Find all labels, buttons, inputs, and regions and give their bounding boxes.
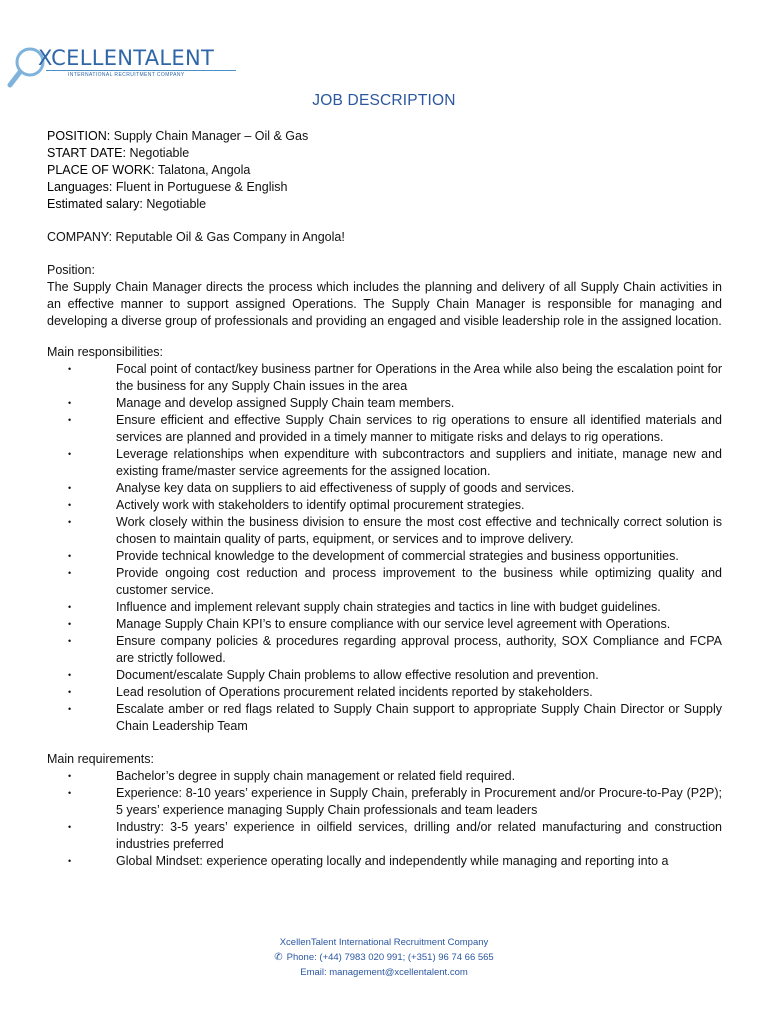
list-item — [47, 497, 722, 514]
list-item — [47, 785, 722, 819]
list-item — [47, 684, 722, 701]
info-row — [47, 196, 722, 213]
info-value: Supply Chain Manager – Oil & Gas — [113, 129, 309, 143]
info-row — [47, 128, 722, 145]
list-item-text: Global Mindset: experience operating locally and independently while managing and reporting into a — [116, 854, 669, 868]
list-item-text: Focal point of contact/key business partner for Operations in the Area while also being the escalation point for the business for any Supply Chain issues in the area — [116, 362, 722, 393]
position-text: The Supply Chain Manager directs the process which includes the planning and delivery of all Supply Chain activities in an effective manner to support assigned Operations. The Supply Chain Manager is responsible for managing and developing a diverse group of professionals and providing an engaged and visible leadership role in the assigned location. — [47, 280, 722, 328]
responsibilities-heading: Main responsibilities: — [47, 345, 164, 359]
list-item-text: Provide technical knowledge to the development of commercial strategies and business opportunities. — [116, 549, 679, 563]
bullet-icon: • — [68, 788, 72, 798]
requirements-heading: Main requirements: — [47, 752, 154, 766]
footer — [0, 935, 768, 980]
phone-icon: ✆ — [274, 952, 283, 963]
requirements-list — [47, 768, 722, 870]
list-item-text: Work closely within the business division to ensure the most cost effective and technically correct solution is chosen to maintain quality of parts, equipment, or services and to improve delivery. — [116, 515, 722, 546]
bullet-icon: • — [68, 364, 72, 374]
list-item-text: Analyse key data on suppliers to aid effectiveness of supply of goods and services. — [116, 481, 575, 495]
list-item-text: Provide ongoing cost reduction and process improvement to the business while optimizing quality and customer service. — [116, 566, 722, 597]
list-item — [47, 616, 722, 633]
list-item — [47, 565, 722, 599]
logo-tagline: INTERNATIONAL RECRUITMENT COMPANY — [68, 72, 185, 78]
info-value: Negotiable — [146, 197, 207, 211]
info-label: POSITION: — [47, 129, 111, 143]
list-item — [47, 446, 722, 480]
footer-company: XcellenTalent International Recruitment Company — [279, 937, 489, 948]
bullet-icon: • — [68, 398, 72, 408]
bullet-icon: • — [68, 687, 72, 697]
bullet-icon: • — [68, 856, 72, 866]
info-row — [47, 162, 722, 179]
list-item-text: Manage Supply Chain KPI’s to ensure compliance with our service level agreement with Operations. — [116, 617, 671, 631]
list-item-text: Influence and implement relevant supply chain strategies and tactics in line with budget guidelines. — [116, 600, 661, 614]
job-info — [47, 128, 722, 213]
list-item — [47, 361, 722, 395]
bullet-icon: • — [68, 670, 72, 680]
info-value: Talatona, Angola — [157, 163, 251, 177]
company-line: COMPANY: Reputable Oil & Gas Company in Angola! — [47, 230, 345, 244]
bullet-icon: • — [68, 500, 72, 510]
list-item-text: Industry: 3-5 years’ experience in oilfield services, drilling and/or related manufacturing and construction industries preferred — [116, 820, 722, 851]
bullet-icon: • — [68, 551, 72, 561]
footer-email: Email: management@xcellentalent.com — [300, 967, 468, 978]
list-item — [47, 480, 722, 497]
footer-phone-line — [0, 950, 768, 965]
logo-underline — [46, 70, 236, 71]
list-item — [47, 701, 722, 735]
list-item — [47, 412, 722, 446]
bullet-icon: • — [68, 704, 72, 714]
bullet-icon: • — [68, 449, 72, 459]
list-item — [47, 514, 722, 548]
list-item-text: Experience: 8-10 years’ experience in Supply Chain, preferably in Procurement and/or Procure-to-Pay (P2P); 5 years’ experience managing Supply Chain professionals and team leaders — [116, 786, 722, 817]
list-item — [47, 548, 722, 565]
logo-name: XCELLENTALENT — [38, 46, 215, 70]
list-item-text: Ensure efficient and effective Supply Chain services to rig operations to ensure all identified materials and services are planned and provided in a timely manner to mitigate risks and delays to rig operations. — [116, 413, 722, 444]
page-title: JOB DESCRIPTION — [312, 92, 456, 109]
info-row — [47, 179, 722, 196]
responsibilities-list — [47, 361, 722, 735]
position-heading: Position: — [47, 263, 95, 277]
info-row — [47, 145, 722, 162]
info-value: Negotiable — [129, 146, 190, 160]
list-item-text: Escalate amber or red flags related to Supply Chain support to appropriate Supply Chain Director or Supply Chain Leadership Team — [116, 702, 722, 733]
list-item — [47, 819, 722, 853]
bullet-icon: • — [68, 602, 72, 612]
list-item-text: Manage and develop assigned Supply Chain team members. — [116, 396, 455, 410]
footer-phone: Phone: (+44) 7983 020 991; (+351) 96 74 66 565 — [286, 952, 494, 963]
bullet-icon: • — [68, 822, 72, 832]
document-body — [47, 128, 722, 870]
list-item-text: Lead resolution of Operations procurement related incidents reported by stakeholders. — [116, 685, 593, 699]
bullet-icon: • — [68, 771, 72, 781]
list-item — [47, 853, 722, 870]
company-logo — [6, 42, 238, 94]
bullet-icon: • — [68, 568, 72, 578]
list-item-text: Actively work with stakeholders to identify optimal procurement strategies. — [116, 498, 525, 512]
bullet-icon: • — [68, 415, 72, 425]
info-label: START DATE: — [47, 146, 126, 160]
list-item-text: Bachelor’s degree in supply chain management or related field required. — [116, 769, 516, 783]
info-label: PLACE OF WORK: — [47, 163, 155, 177]
info-value: Fluent in Portuguese & English — [115, 180, 288, 194]
bullet-icon: • — [68, 619, 72, 629]
list-item — [47, 599, 722, 616]
info-label: Estimated salary: — [47, 197, 143, 211]
list-item-text: Document/escalate Supply Chain problems to allow effective resolution and prevention. — [116, 668, 599, 682]
list-item-text: Leverage relationships when expenditure with subcontractors and suppliers and initiate, manage new and existing frame/master service agreements for the assigned location. — [116, 447, 722, 478]
list-item — [47, 667, 722, 684]
bullet-icon: • — [68, 483, 72, 493]
bullet-icon: • — [68, 636, 72, 646]
info-label: Languages: — [47, 180, 113, 194]
bullet-icon: • — [68, 517, 72, 527]
list-item — [47, 395, 722, 412]
list-item — [47, 768, 722, 785]
list-item — [47, 633, 722, 667]
list-item-text: Ensure company policies & procedures regarding approval process, authority, SOX Compliance and FCPA are strictly followed. — [116, 634, 722, 665]
